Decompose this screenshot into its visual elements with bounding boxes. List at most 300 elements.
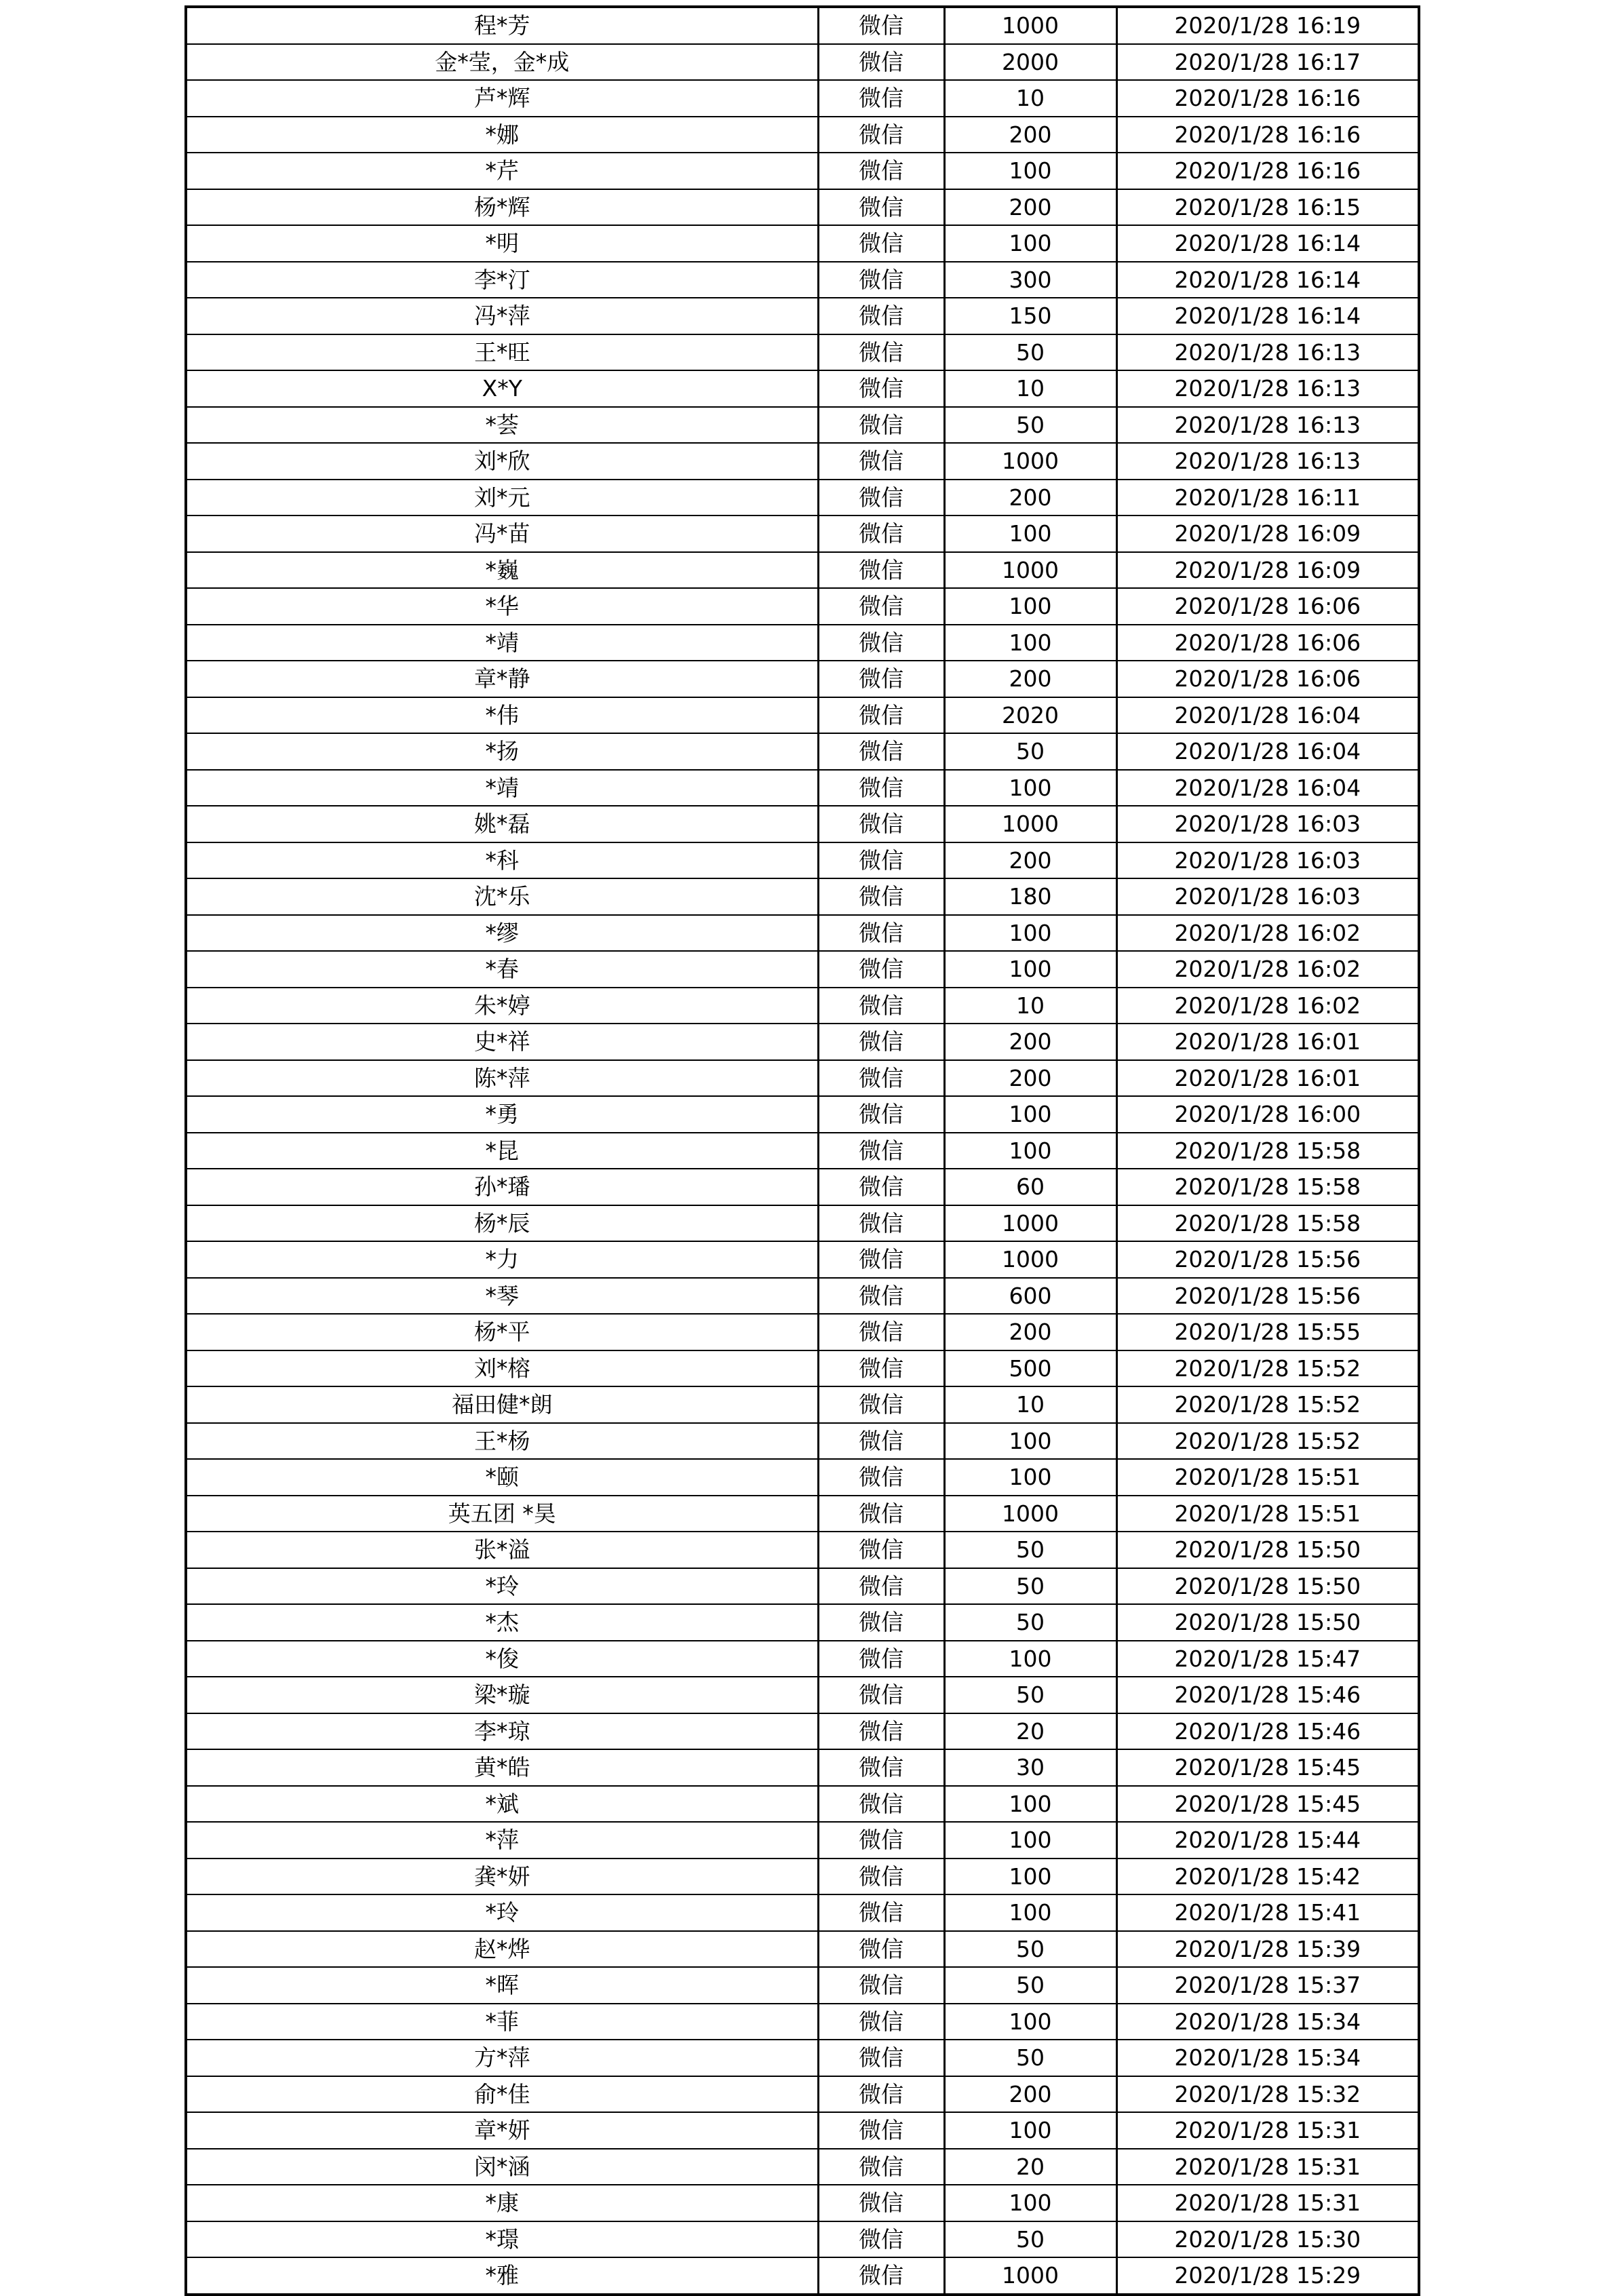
donation-time-cell: 2020/1/28 15:29: [1116, 2257, 1419, 2295]
payment-channel-cell: 微信: [818, 1278, 944, 1315]
amount-cell: 100: [944, 1859, 1116, 1895]
table-row: [186, 1931, 1419, 1968]
table-row: [186, 951, 1419, 988]
table-row: [186, 2040, 1419, 2076]
amount-cell: 150: [944, 298, 1116, 334]
donation-time-cell: 2020/1/28 16:14: [1116, 298, 1419, 334]
amount-cell: 50: [944, 2221, 1116, 2258]
payment-channel-cell: 微信: [818, 1822, 944, 1859]
donation-time-cell: 2020/1/28 16:13: [1116, 407, 1419, 444]
donor-name-cell: *靖: [186, 770, 818, 806]
donation-time-cell: 2020/1/28 16:16: [1116, 153, 1419, 189]
table-row: [186, 625, 1419, 661]
donation-time-cell: 2020/1/28 16:06: [1116, 588, 1419, 625]
donation-time-cell: 2020/1/28 16:01: [1116, 1060, 1419, 1097]
amount-cell: 200: [944, 117, 1116, 153]
donation-time-cell: 2020/1/28 16:09: [1116, 552, 1419, 589]
table-row: [186, 117, 1419, 153]
payment-channel-cell: 微信: [818, 697, 944, 734]
payment-channel-cell: 微信: [818, 1859, 944, 1895]
table-row: [186, 225, 1419, 262]
donation-time-cell: 2020/1/28 16:19: [1116, 7, 1419, 44]
amount-cell: 1000: [944, 2257, 1116, 2295]
table-row: [186, 1205, 1419, 1242]
donor-name-cell: 程*芳: [186, 7, 818, 44]
donor-name-cell: 章*妍: [186, 2112, 818, 2149]
donor-name-cell: *菲: [186, 2004, 818, 2040]
donation-time-cell: 2020/1/28 15:58: [1116, 1169, 1419, 1205]
table-row: [186, 2076, 1419, 2113]
donation-time-cell: 2020/1/28 15:41: [1116, 1894, 1419, 1931]
donor-name-cell: 芦*辉: [186, 80, 818, 117]
table-row: [186, 1786, 1419, 1823]
payment-channel-cell: 微信: [818, 988, 944, 1024]
payment-channel-cell: 微信: [818, 2221, 944, 2258]
payment-channel-cell: 微信: [818, 1314, 944, 1350]
payment-channel-cell: 微信: [818, 370, 944, 407]
payment-channel-cell: 微信: [818, 189, 944, 226]
amount-cell: 100: [944, 1096, 1116, 1133]
table-row: [186, 1133, 1419, 1169]
donor-name-cell: *康: [186, 2185, 818, 2221]
amount-cell: 200: [944, 1060, 1116, 1097]
table-row: [186, 1967, 1419, 2004]
table-row: [186, 1859, 1419, 1895]
donor-name-cell: *春: [186, 951, 818, 988]
amount-cell: 2020: [944, 697, 1116, 734]
donor-name-cell: *华: [186, 588, 818, 625]
donation-time-cell: 2020/1/28 16:14: [1116, 262, 1419, 298]
table-row: [186, 733, 1419, 770]
table-row: [186, 988, 1419, 1024]
amount-cell: 1000: [944, 7, 1116, 44]
payment-channel-cell: 微信: [818, 7, 944, 44]
donor-name-cell: *力: [186, 1241, 818, 1278]
payment-channel-cell: 微信: [818, 1133, 944, 1169]
table-row: [186, 515, 1419, 552]
amount-cell: 50: [944, 1532, 1116, 1568]
donor-name-cell: *雅: [186, 2257, 818, 2295]
table-row: [186, 915, 1419, 952]
donor-name-cell: 方*萍: [186, 2040, 818, 2076]
donation-time-cell: 2020/1/28 15:31: [1116, 2185, 1419, 2221]
payment-channel-cell: 微信: [818, 588, 944, 625]
amount-cell: 1000: [944, 806, 1116, 842]
table-row: [186, 1459, 1419, 1496]
donation-time-cell: 2020/1/28 16:03: [1116, 842, 1419, 879]
table-row: [186, 1241, 1419, 1278]
amount-cell: 50: [944, 1677, 1116, 1713]
donation-time-cell: 2020/1/28 15:52: [1116, 1386, 1419, 1423]
table-row: [186, 1278, 1419, 1315]
amount-cell: 1000: [944, 1205, 1116, 1242]
payment-channel-cell: 微信: [818, 225, 944, 262]
table-row: [186, 189, 1419, 226]
table-row: [186, 1496, 1419, 1532]
donor-name-cell: 刘*欣: [186, 443, 818, 480]
table-row: [186, 842, 1419, 879]
table-row: [186, 552, 1419, 589]
table-row: [186, 7, 1419, 44]
donor-name-cell: 李*汀: [186, 262, 818, 298]
table-row: [186, 1314, 1419, 1350]
donor-name-cell: 孙*璠: [186, 1169, 818, 1205]
donation-time-cell: 2020/1/28 16:04: [1116, 770, 1419, 806]
donor-name-cell: 章*静: [186, 661, 818, 697]
payment-channel-cell: 微信: [818, 552, 944, 589]
donor-name-cell: *荟: [186, 407, 818, 444]
payment-channel-cell: 微信: [818, 770, 944, 806]
amount-cell: 100: [944, 770, 1116, 806]
payment-channel-cell: 微信: [818, 117, 944, 153]
table-row: [186, 407, 1419, 444]
payment-channel-cell: 微信: [818, 2004, 944, 2040]
payment-channel-cell: 微信: [818, 842, 944, 879]
table-row: [186, 697, 1419, 734]
payment-channel-cell: 微信: [818, 2149, 944, 2185]
table-row: [186, 1641, 1419, 1677]
table-row: [186, 1423, 1419, 1460]
amount-cell: 100: [944, 2004, 1116, 2040]
donor-name-cell: 杨*辰: [186, 1205, 818, 1242]
donor-name-cell: *明: [186, 225, 818, 262]
donor-name-cell: *璟: [186, 2221, 818, 2258]
amount-cell: 200: [944, 189, 1116, 226]
amount-cell: 10: [944, 988, 1116, 1024]
donation-time-cell: 2020/1/28 16:13: [1116, 370, 1419, 407]
payment-channel-cell: 微信: [818, 443, 944, 480]
donation-time-cell: 2020/1/28 15:50: [1116, 1532, 1419, 1568]
donor-name-cell: *扬: [186, 733, 818, 770]
payment-channel-cell: 微信: [818, 80, 944, 117]
donation-time-cell: 2020/1/28 15:45: [1116, 1786, 1419, 1823]
table-row: [186, 480, 1419, 516]
table-row: [186, 44, 1419, 81]
amount-cell: 50: [944, 2040, 1116, 2076]
table-row: [186, 370, 1419, 407]
donation-time-cell: 2020/1/28 15:52: [1116, 1423, 1419, 1460]
payment-channel-cell: 微信: [818, 2257, 944, 2295]
table-row: [186, 1568, 1419, 1605]
payment-channel-cell: 微信: [818, 2076, 944, 2113]
donor-name-cell: 杨*辉: [186, 189, 818, 226]
payment-channel-cell: 微信: [818, 1641, 944, 1677]
donor-name-cell: 龚*妍: [186, 1859, 818, 1895]
table-row: [186, 153, 1419, 189]
amount-cell: 50: [944, 733, 1116, 770]
table-row: [186, 2112, 1419, 2149]
donation-time-cell: 2020/1/28 15:58: [1116, 1133, 1419, 1169]
payment-channel-cell: 微信: [818, 480, 944, 516]
donor-name-cell: *杰: [186, 1604, 818, 1641]
donor-name-cell: 陈*萍: [186, 1060, 818, 1097]
payment-channel-cell: 微信: [818, 1786, 944, 1823]
donation-time-cell: 2020/1/28 15:46: [1116, 1677, 1419, 1713]
amount-cell: 100: [944, 225, 1116, 262]
payment-channel-cell: 微信: [818, 915, 944, 952]
amount-cell: 180: [944, 878, 1116, 915]
amount-cell: 30: [944, 1749, 1116, 1786]
amount-cell: 100: [944, 1894, 1116, 1931]
donor-name-cell: *芹: [186, 153, 818, 189]
donation-time-cell: 2020/1/28 15:46: [1116, 1713, 1419, 1750]
amount-cell: 1000: [944, 1496, 1116, 1532]
amount-cell: 50: [944, 1931, 1116, 1968]
donor-name-cell: *巍: [186, 552, 818, 589]
donation-time-cell: 2020/1/28 15:50: [1116, 1604, 1419, 1641]
amount-cell: 500: [944, 1350, 1116, 1387]
amount-cell: 20: [944, 1713, 1116, 1750]
amount-cell: 1000: [944, 552, 1116, 589]
donation-time-cell: 2020/1/28 15:56: [1116, 1278, 1419, 1315]
donation-time-cell: 2020/1/28 15:32: [1116, 2076, 1419, 2113]
table-row: [186, 1024, 1419, 1060]
amount-cell: 100: [944, 915, 1116, 952]
donor-name-cell: *娜: [186, 117, 818, 153]
amount-cell: 100: [944, 1822, 1116, 1859]
donor-name-cell: 金*莹，金*成: [186, 44, 818, 81]
amount-cell: 600: [944, 1278, 1116, 1315]
donation-time-cell: 2020/1/28 16:01: [1116, 1024, 1419, 1060]
amount-cell: 50: [944, 407, 1116, 444]
amount-cell: 100: [944, 1423, 1116, 1460]
amount-cell: 100: [944, 951, 1116, 988]
table-row: [186, 1713, 1419, 1750]
table-row: [186, 443, 1419, 480]
amount-cell: 10: [944, 1386, 1116, 1423]
payment-channel-cell: 微信: [818, 1894, 944, 1931]
donation-time-cell: 2020/1/28 15:52: [1116, 1350, 1419, 1387]
donation-time-cell: 2020/1/28 15:55: [1116, 1314, 1419, 1350]
donation-time-cell: 2020/1/28 16:02: [1116, 915, 1419, 952]
donation-time-cell: 2020/1/28 16:03: [1116, 806, 1419, 842]
amount-cell: 100: [944, 1459, 1116, 1496]
donation-time-cell: 2020/1/28 16:11: [1116, 480, 1419, 516]
amount-cell: 200: [944, 2076, 1116, 2113]
donation-time-cell: 2020/1/28 15:47: [1116, 1641, 1419, 1677]
payment-channel-cell: 微信: [818, 153, 944, 189]
payment-channel-cell: 微信: [818, 951, 944, 988]
payment-channel-cell: 微信: [818, 2040, 944, 2076]
amount-cell: 200: [944, 1024, 1116, 1060]
donation-time-cell: 2020/1/28 16:02: [1116, 951, 1419, 988]
payment-channel-cell: 微信: [818, 1967, 944, 2004]
donation-time-cell: 2020/1/28 16:16: [1116, 117, 1419, 153]
donor-name-cell: 王*旺: [186, 334, 818, 371]
table-row: [186, 1350, 1419, 1387]
donation-time-cell: 2020/1/28 15:44: [1116, 1822, 1419, 1859]
donor-name-cell: 闵*涵: [186, 2149, 818, 2185]
donor-name-cell: *俊: [186, 1641, 818, 1677]
donation-time-cell: 2020/1/28 15:31: [1116, 2112, 1419, 2149]
donor-name-cell: 黄*皓: [186, 1749, 818, 1786]
donor-name-cell: 刘*元: [186, 480, 818, 516]
donation-time-cell: 2020/1/28 15:31: [1116, 2149, 1419, 2185]
donation-time-cell: 2020/1/28 16:04: [1116, 697, 1419, 734]
donation-time-cell: 2020/1/28 16:14: [1116, 225, 1419, 262]
payment-channel-cell: 微信: [818, 2185, 944, 2221]
amount-cell: 10: [944, 370, 1116, 407]
amount-cell: 2000: [944, 44, 1116, 81]
payment-channel-cell: 微信: [818, 1749, 944, 1786]
donation-time-cell: 2020/1/28 15:56: [1116, 1241, 1419, 1278]
donor-name-cell: 福田健*朗: [186, 1386, 818, 1423]
table-row: [186, 661, 1419, 697]
payment-channel-cell: 微信: [818, 1931, 944, 1968]
payment-channel-cell: 微信: [818, 1096, 944, 1133]
payment-channel-cell: 微信: [818, 1604, 944, 1641]
donor-name-cell: 张*溢: [186, 1532, 818, 1568]
amount-cell: 50: [944, 1967, 1116, 2004]
payment-channel-cell: 微信: [818, 44, 944, 81]
amount-cell: 10: [944, 80, 1116, 117]
amount-cell: 50: [944, 334, 1116, 371]
amount-cell: 1000: [944, 1241, 1116, 1278]
donor-name-cell: *靖: [186, 625, 818, 661]
donation-time-cell: 2020/1/28 16:06: [1116, 625, 1419, 661]
donation-time-cell: 2020/1/28 16:13: [1116, 334, 1419, 371]
donor-name-cell: *勇: [186, 1096, 818, 1133]
amount-cell: 100: [944, 153, 1116, 189]
table-row: [186, 1060, 1419, 1097]
donation-time-cell: 2020/1/28 15:45: [1116, 1749, 1419, 1786]
payment-channel-cell: 微信: [818, 334, 944, 371]
payment-channel-cell: 微信: [818, 1024, 944, 1060]
donation-time-cell: 2020/1/28 16:02: [1116, 988, 1419, 1024]
table-row: [186, 1169, 1419, 1205]
donation-time-cell: 2020/1/28 16:04: [1116, 733, 1419, 770]
payment-channel-cell: 微信: [818, 298, 944, 334]
donation-time-cell: 2020/1/28 16:06: [1116, 661, 1419, 697]
donor-name-cell: 梁*璇: [186, 1677, 818, 1713]
amount-cell: 100: [944, 588, 1116, 625]
table-row: [186, 298, 1419, 334]
donor-name-cell: *伟: [186, 697, 818, 734]
amount-cell: 200: [944, 1314, 1116, 1350]
amount-cell: 200: [944, 661, 1116, 697]
donor-name-cell: 王*杨: [186, 1423, 818, 1460]
donation-time-cell: 2020/1/28 15:42: [1116, 1859, 1419, 1895]
table-row: [186, 1604, 1419, 1641]
payment-channel-cell: 微信: [818, 1350, 944, 1387]
payment-channel-cell: 微信: [818, 1241, 944, 1278]
donor-name-cell: *萍: [186, 1822, 818, 1859]
payment-channel-cell: 微信: [818, 407, 944, 444]
payment-channel-cell: 微信: [818, 733, 944, 770]
amount-cell: 20: [944, 2149, 1116, 2185]
table-row: [186, 2257, 1419, 2295]
payment-channel-cell: 微信: [818, 1459, 944, 1496]
payment-channel-cell: 微信: [818, 1568, 944, 1605]
amount-cell: 100: [944, 625, 1116, 661]
amount-cell: 100: [944, 2112, 1116, 2149]
donation-time-cell: 2020/1/28 16:15: [1116, 189, 1419, 226]
payment-channel-cell: 微信: [818, 661, 944, 697]
payment-channel-cell: 微信: [818, 1496, 944, 1532]
amount-cell: 200: [944, 842, 1116, 879]
payment-channel-cell: 微信: [818, 1423, 944, 1460]
amount-cell: 100: [944, 1641, 1116, 1677]
donor-name-cell: 赵*烨: [186, 1931, 818, 1968]
amount-cell: 100: [944, 1133, 1116, 1169]
donation-table-body: [186, 7, 1419, 2295]
donor-name-cell: *科: [186, 842, 818, 879]
donation-time-cell: 2020/1/28 15:58: [1116, 1205, 1419, 1242]
amount-cell: 100: [944, 515, 1116, 552]
payment-channel-cell: 微信: [818, 625, 944, 661]
table-row: [186, 262, 1419, 298]
payment-channel-cell: 微信: [818, 1205, 944, 1242]
table-row: [186, 1677, 1419, 1713]
table-row: [186, 1749, 1419, 1786]
donor-name-cell: 冯*萍: [186, 298, 818, 334]
payment-channel-cell: 微信: [818, 1532, 944, 1568]
donor-name-cell: X*Y: [186, 370, 818, 407]
donor-name-cell: *颐: [186, 1459, 818, 1496]
table-row: [186, 1894, 1419, 1931]
donation-time-cell: 2020/1/28 16:13: [1116, 443, 1419, 480]
payment-channel-cell: 微信: [818, 1060, 944, 1097]
donation-time-cell: 2020/1/28 15:51: [1116, 1459, 1419, 1496]
donor-name-cell: *昆: [186, 1133, 818, 1169]
donation-time-cell: 2020/1/28 16:03: [1116, 878, 1419, 915]
donation-time-cell: 2020/1/28 15:50: [1116, 1568, 1419, 1605]
donation-time-cell: 2020/1/28 16:09: [1116, 515, 1419, 552]
table-row: [186, 2221, 1419, 2258]
donor-name-cell: 姚*磊: [186, 806, 818, 842]
donation-time-cell: 2020/1/28 16:17: [1116, 44, 1419, 81]
table-row: [186, 806, 1419, 842]
donor-name-cell: 杨*平: [186, 1314, 818, 1350]
donation-time-cell: 2020/1/28 15:37: [1116, 1967, 1419, 2004]
table-row: [186, 2004, 1419, 2040]
payment-channel-cell: 微信: [818, 1713, 944, 1750]
payment-channel-cell: 微信: [818, 1169, 944, 1205]
donation-time-cell: 2020/1/28 15:34: [1116, 2004, 1419, 2040]
donor-name-cell: 俞*佳: [186, 2076, 818, 2113]
donor-name-cell: 冯*苗: [186, 515, 818, 552]
payment-channel-cell: 微信: [818, 1677, 944, 1713]
amount-cell: 50: [944, 1604, 1116, 1641]
amount-cell: 200: [944, 480, 1116, 516]
payment-channel-cell: 微信: [818, 2112, 944, 2149]
amount-cell: 50: [944, 1568, 1116, 1605]
table-row: [186, 1532, 1419, 1568]
payment-channel-cell: 微信: [818, 1386, 944, 1423]
payment-channel-cell: 微信: [818, 515, 944, 552]
donor-name-cell: 李*琼: [186, 1713, 818, 1750]
table-row: [186, 1386, 1419, 1423]
donation-time-cell: 2020/1/28 15:51: [1116, 1496, 1419, 1532]
donation-table: [184, 5, 1420, 2296]
donor-name-cell: 史*祥: [186, 1024, 818, 1060]
table-row: [186, 80, 1419, 117]
amount-cell: 100: [944, 2185, 1116, 2221]
donation-time-cell: 2020/1/28 15:39: [1116, 1931, 1419, 1968]
payment-channel-cell: 微信: [818, 806, 944, 842]
donor-name-cell: *晖: [186, 1967, 818, 2004]
table-row: [186, 588, 1419, 625]
table-row: [186, 2185, 1419, 2221]
amount-cell: 1000: [944, 443, 1116, 480]
document-page: [184, 5, 1418, 2296]
table-row: [186, 334, 1419, 371]
payment-channel-cell: 微信: [818, 878, 944, 915]
donor-name-cell: *玲: [186, 1894, 818, 1931]
table-row: [186, 2149, 1419, 2185]
donor-name-cell: *玲: [186, 1568, 818, 1605]
donor-name-cell: 刘*榕: [186, 1350, 818, 1387]
